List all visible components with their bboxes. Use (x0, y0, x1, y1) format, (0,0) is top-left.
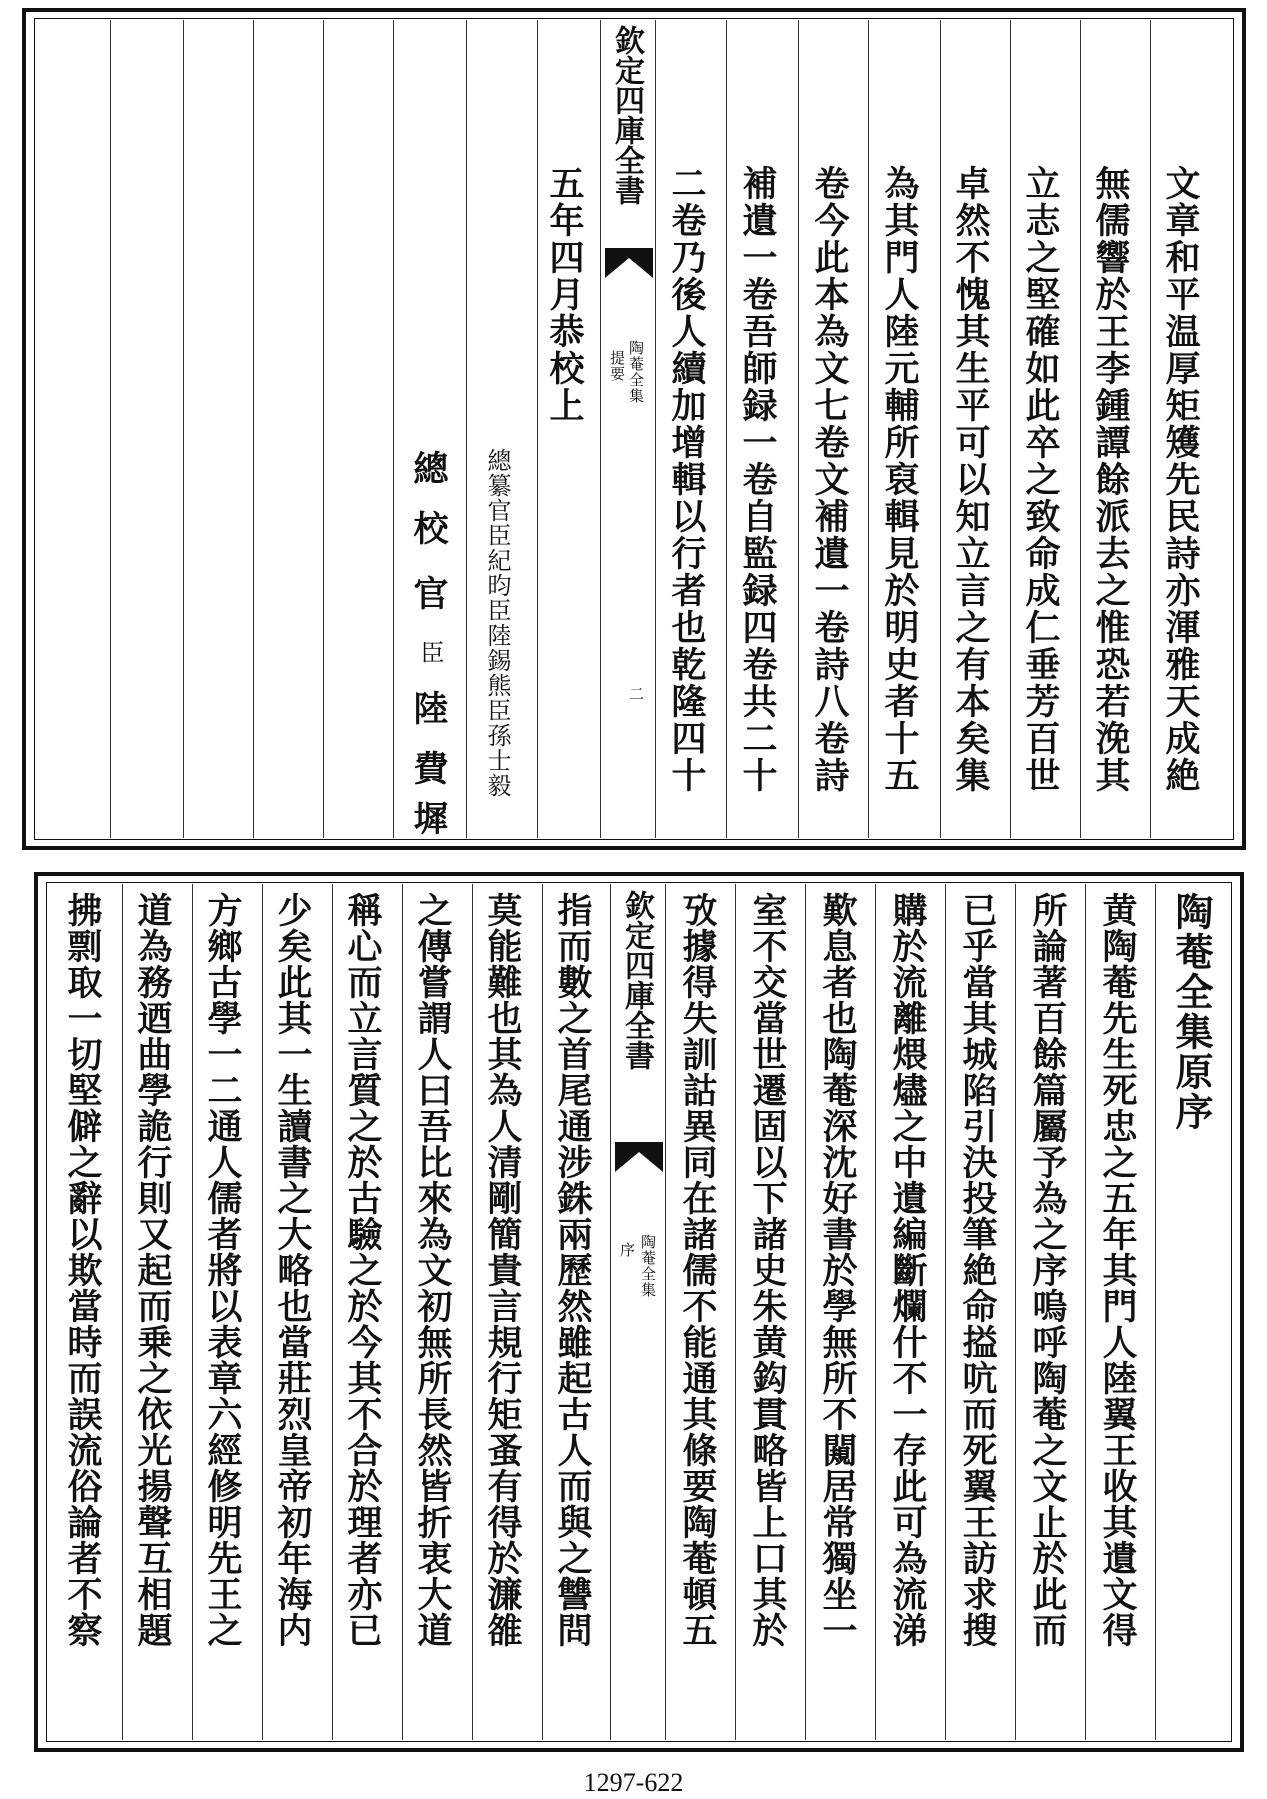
text-column: 卓然不愧其生平可以知立言之有本矣集 (950, 165, 991, 794)
column-rule (542, 884, 543, 1740)
column-rule (875, 884, 876, 1740)
centre-page-number: 二 (627, 686, 645, 702)
centre-section-label: 提要 (608, 350, 626, 382)
text-column: 已乎當其城陷引決投筆絶命搤吭而死翼王訪求搜 (957, 892, 998, 1648)
signature-char: 費 (408, 750, 449, 787)
text-column: 攷據得失訓詁異同在諸儒不能通其條要陶菴頓五 (677, 892, 718, 1648)
text-column: 歎息者也陶菴深沈好書於學無所不闚居常獨坐一 (817, 892, 858, 1648)
column-rule (402, 884, 403, 1740)
preface-heading: 陶菴全集原序 (1169, 892, 1214, 1132)
text-column: 文章和平温厚矩矱先民詩亦渾雅天成絶 (1160, 165, 1201, 794)
column-rule (940, 20, 941, 838)
signature-char: 校 (408, 510, 449, 547)
text-column: 補遺一卷吾師録一卷自監録四卷共二十 (737, 165, 778, 794)
text-column: 立志之堅確如此卒之致命成仁垂芳百世 (1020, 165, 1061, 794)
column-rule (945, 884, 946, 1740)
column-rule (726, 20, 727, 838)
text-column: 黄陶菴先生死忠之五年其門人陸翼王收其遺文得 (1097, 892, 1138, 1648)
column-rule (183, 20, 184, 838)
top-page (0, 0, 1267, 860)
bottom-page (0, 872, 1267, 1762)
column-rule (1015, 884, 1016, 1740)
text-column: 少矣此其一生讀書之大略也當莊烈皇帝初年海内 (272, 892, 313, 1648)
text-column: 購於流離煨燼之中遺編斷爛什不一存此可為流涕 (887, 892, 928, 1648)
centre-book-title: 欽定四庫全書 (609, 25, 644, 205)
page-number-footer: 1297-622 (583, 1768, 684, 1797)
column-rule (537, 20, 538, 838)
text-column: 卷今此本為文七卷文補遺一卷詩八卷詩 (809, 165, 850, 794)
date-line: 五年四月恭校上 (544, 165, 585, 424)
column-rule (1085, 884, 1086, 1740)
column-rule (798, 20, 799, 838)
column-rule (1155, 884, 1156, 1740)
column-rule (868, 20, 869, 838)
column-rule (393, 20, 394, 838)
signature-line-1: 總纂官臣紀昀臣陸錫熊臣孫士毅 (483, 448, 511, 798)
column-rule (110, 20, 111, 838)
text-column: 無儒響於王李鍾譚餘派去之惟恐若浼其 (1090, 165, 1131, 794)
text-column: 方鄉古學一二通人儒者將以表章六經修明先王之 (202, 892, 243, 1648)
text-column: 所論著百餘篇屬予為之序嗚呼陶菴之文止於此而 (1027, 892, 1068, 1648)
column-rule (332, 884, 333, 1740)
column-rule (262, 884, 263, 1740)
column-rule (1150, 20, 1151, 838)
text-column: 為其門人陸元輔所裒輯見於明史者十五 (879, 165, 920, 794)
signature-char: 總 (408, 450, 449, 487)
text-column: 莫能難也其為人清剛簡貴言規行矩蚤有得於濂雒 (482, 892, 523, 1648)
fish-tail-mark (605, 248, 653, 278)
text-column: 室不交當世遷固以下諸史朱黄鈎貫略皆上口其於 (747, 892, 788, 1648)
text-column: 道為務迺曲學詭行則又起而乗之依光揚聲互相題 (132, 892, 173, 1648)
column-rule (1080, 20, 1081, 838)
column-rule (192, 884, 193, 1740)
column-rule (253, 20, 254, 838)
column-rule (472, 884, 473, 1740)
column-rule (610, 884, 611, 1740)
text-column: 二卷乃後人續加增輯以行者也乾隆四十 (666, 165, 707, 794)
centre-volume-title: 陶菴全集 (639, 1234, 657, 1298)
centre-book-title: 欽定四庫全書 (619, 890, 654, 1070)
signature-char: 官 (408, 575, 449, 612)
signature-char: 臣 (416, 640, 444, 665)
centre-volume-title: 陶菴全集 (627, 340, 645, 404)
column-rule (665, 884, 666, 1740)
column-rule (466, 20, 467, 838)
column-rule (655, 20, 656, 838)
column-rule (735, 884, 736, 1740)
fish-tail-mark (615, 1142, 663, 1172)
text-column: 拂剽取一切堅僻之辭以欺當時而誤流俗論者不察 (62, 892, 103, 1648)
column-rule (122, 884, 123, 1740)
text-column: 指而數之首尾通涉銖兩歷然雖起古人而與之讐問 (552, 892, 593, 1648)
column-rule (1010, 20, 1011, 838)
column-rule (323, 20, 324, 838)
column-rule (805, 884, 806, 1740)
text-column: 之傳嘗謂人曰吾比來為文初無所長然皆折衷大道 (412, 892, 453, 1648)
column-rule (600, 20, 601, 838)
signature-char: 墀 (408, 800, 449, 837)
signature-char: 陸 (408, 690, 449, 727)
text-column: 稱心而立言質之於古驗之於今其不合於理者亦已 (342, 892, 383, 1648)
centre-section-label: 序 (618, 1242, 636, 1258)
